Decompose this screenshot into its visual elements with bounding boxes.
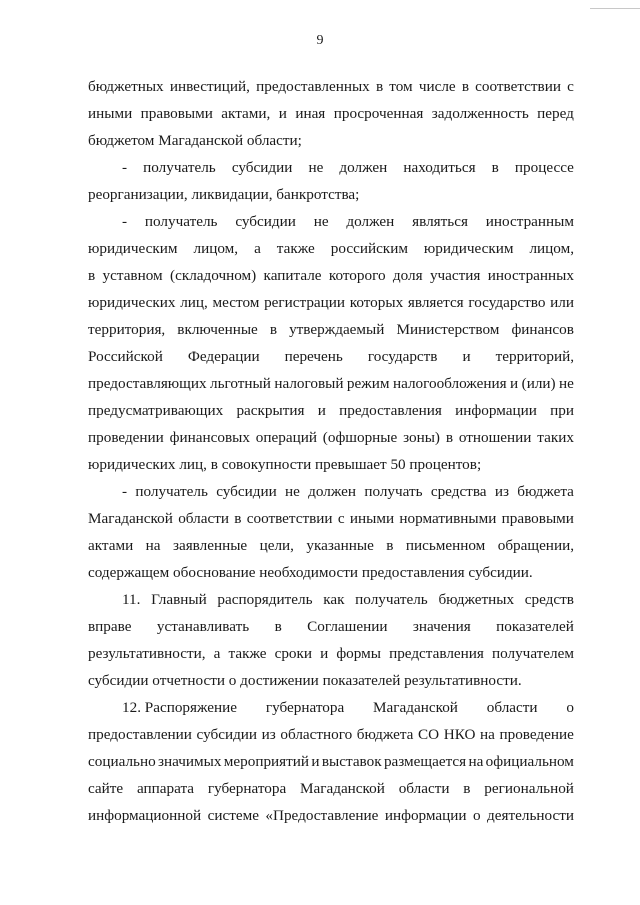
text-line	[88, 586, 574, 613]
word: официальном	[485, 753, 574, 770]
word: размещается	[383, 753, 467, 770]
word: результативности,	[88, 645, 206, 662]
word: также	[228, 645, 267, 662]
word: и	[510, 375, 519, 392]
word: в	[234, 510, 242, 527]
text-line: реорганизации, ликвидации, банкротства;	[88, 186, 360, 203]
word: а	[213, 645, 221, 662]
text-line	[88, 208, 574, 235]
word: соответствии	[475, 78, 561, 95]
word: в	[269, 321, 278, 338]
text-line	[88, 397, 574, 424]
text-line: содержащем обоснование необходимости предоставления субсидии.	[88, 564, 533, 581]
top-edge-rule	[590, 8, 640, 9]
word: письменном	[405, 537, 486, 554]
word: территория,	[88, 321, 166, 338]
word: утверждаемый	[289, 321, 385, 338]
word: получателем	[491, 645, 574, 662]
word: инвестиций,	[169, 78, 250, 95]
text-line	[88, 154, 574, 181]
word: Магаданской	[300, 780, 385, 797]
word: лицом,	[529, 240, 574, 257]
word: актами	[88, 537, 134, 554]
word: информационной	[88, 807, 202, 824]
word: Федерации	[187, 348, 260, 365]
text-line	[88, 235, 574, 262]
word: мероприятий	[223, 753, 310, 770]
word: и	[320, 645, 329, 662]
text-line: субсидии отчетности о достижении показателей результативности.	[88, 672, 522, 689]
word: с	[337, 510, 345, 527]
word: о	[566, 699, 574, 716]
word: доля	[392, 267, 423, 284]
word: получатель	[135, 483, 208, 500]
word: на	[145, 537, 161, 554]
word: перед	[537, 105, 574, 122]
word: в	[274, 618, 282, 635]
word: значения	[412, 618, 471, 635]
word: которого	[328, 267, 386, 284]
word: средства	[430, 483, 487, 500]
word: показателей	[496, 618, 574, 635]
word: иными	[349, 510, 395, 527]
document-body	[88, 73, 574, 829]
word: -	[122, 213, 128, 230]
word: или	[550, 294, 574, 311]
word: бюджета	[356, 726, 414, 743]
word: не	[285, 483, 300, 500]
word: а	[254, 240, 261, 257]
word: представления	[389, 645, 484, 662]
word: региональной	[484, 780, 574, 797]
word: и	[278, 105, 287, 122]
word: субсидии	[235, 213, 296, 230]
word: капитале	[263, 267, 322, 284]
word: иными	[88, 105, 133, 122]
text-line	[88, 316, 574, 343]
word: при	[550, 402, 574, 419]
word: указанные	[306, 537, 374, 554]
word: зоны)	[403, 429, 440, 446]
word: предоставленных	[256, 78, 370, 95]
text-line	[88, 370, 574, 397]
text-line	[88, 100, 574, 127]
text-line: юридических лиц, в совокупности превышает 50 процентов;	[88, 456, 482, 473]
word: должен	[308, 483, 357, 500]
word: субсидии	[196, 726, 258, 743]
word: и	[311, 753, 320, 770]
word: актами,	[221, 105, 271, 122]
word: Российской	[88, 348, 163, 365]
word: в	[375, 78, 384, 95]
word: (офшорные	[322, 429, 398, 446]
text-line	[88, 613, 574, 640]
text-line	[88, 694, 574, 721]
word: уставном	[102, 267, 163, 284]
word: деятельности	[487, 807, 574, 824]
text-line	[88, 343, 574, 370]
word: являться	[412, 213, 468, 230]
word: правовыми	[501, 510, 574, 527]
word: нормативными	[399, 510, 497, 527]
word: области	[486, 699, 538, 716]
word: участия	[429, 267, 481, 284]
word: в	[445, 429, 454, 446]
word: не	[559, 375, 574, 392]
word: должен	[339, 159, 388, 176]
word: является	[407, 294, 464, 311]
text-line	[88, 73, 574, 100]
word: которых	[349, 294, 404, 311]
text-line	[88, 775, 574, 802]
word: получать	[364, 483, 423, 500]
word: отношении	[458, 429, 532, 446]
word: из	[261, 726, 276, 743]
word: областного	[280, 726, 353, 743]
word: иностранным	[485, 213, 574, 230]
word: с	[567, 78, 574, 95]
text-line	[88, 748, 574, 775]
word: том	[389, 78, 413, 95]
word: сроки	[274, 645, 313, 662]
word: информации	[455, 402, 537, 419]
word: не	[313, 213, 329, 230]
word: распорядитель	[217, 591, 313, 608]
word: не	[308, 159, 324, 176]
word: задолженность	[431, 105, 529, 122]
word: области	[178, 510, 229, 527]
word: области	[398, 780, 450, 797]
word: НКО	[443, 726, 476, 743]
word: в	[461, 78, 469, 95]
word: из	[494, 483, 509, 500]
text-line	[88, 640, 574, 667]
text-line	[88, 478, 574, 505]
word: таких	[537, 429, 574, 446]
word: Магаданской	[373, 699, 458, 716]
word: СО	[418, 726, 440, 743]
word: устанавливать	[156, 618, 250, 635]
word: «Предоставление	[265, 807, 379, 824]
word: бюджетных	[438, 591, 515, 608]
word: -	[122, 483, 128, 500]
word: вправе	[88, 618, 132, 635]
word: числе	[418, 78, 456, 95]
word: перечень	[284, 348, 343, 365]
word: местом	[212, 294, 260, 311]
word: 11.	[122, 591, 141, 608]
word: заявленные	[172, 537, 248, 554]
text-line	[88, 424, 574, 451]
word: регистрации	[264, 294, 346, 311]
word: налогообложения	[392, 375, 507, 392]
word: соответствии	[246, 510, 333, 527]
text-line	[88, 532, 574, 559]
word: раскрытия	[236, 402, 305, 419]
word: как	[323, 591, 345, 608]
word: правовыми	[140, 105, 213, 122]
text-line	[88, 289, 574, 316]
word: аппарата	[137, 780, 195, 797]
word: государство	[468, 294, 546, 311]
word: юридических	[88, 294, 176, 311]
word: бюджета	[517, 483, 574, 500]
word: системе	[207, 807, 259, 824]
word: в	[386, 537, 394, 554]
text-line: бюджетом Магаданской области;	[88, 132, 302, 149]
word: (или)	[521, 375, 556, 392]
word: юридическим	[423, 240, 514, 257]
word: финансов	[511, 321, 574, 338]
word: Магаданской	[88, 510, 173, 527]
word: должен	[346, 213, 395, 230]
text-line	[88, 802, 574, 829]
word: налоговый	[274, 375, 344, 392]
word: выставок	[321, 753, 382, 770]
word: российским	[330, 240, 408, 257]
word: губернатора	[207, 780, 287, 797]
word: предусматривающих	[88, 402, 224, 419]
word: проведение	[499, 726, 574, 743]
word: на	[480, 726, 495, 743]
word: операций	[255, 429, 317, 446]
word: предоставления	[339, 402, 442, 419]
word: и	[317, 402, 326, 419]
word: включенные	[177, 321, 258, 338]
word: Министерством	[396, 321, 500, 338]
word: лиц,	[180, 294, 208, 311]
word: средств	[524, 591, 574, 608]
word: просроченная	[333, 105, 424, 122]
word: Соглашении	[307, 618, 388, 635]
word: в	[88, 267, 96, 284]
word: субсидии	[231, 159, 293, 176]
word: о	[472, 807, 481, 824]
word: и	[462, 348, 471, 365]
word: также	[276, 240, 315, 257]
word: 12. Распоряжение	[122, 699, 238, 716]
word: лицом,	[193, 240, 239, 257]
word: формы	[336, 645, 381, 662]
word: получатель	[143, 159, 216, 176]
word: находиться	[403, 159, 476, 176]
word: информации	[384, 807, 467, 824]
word: иная	[295, 105, 326, 122]
word: на	[468, 753, 484, 770]
word: губернатора	[265, 699, 345, 716]
word: предоставляющих	[88, 375, 207, 392]
text-line	[88, 505, 574, 532]
word: получатель	[144, 213, 218, 230]
word: субсидии	[216, 483, 277, 500]
word: льготный	[210, 375, 271, 392]
word: сайте	[88, 780, 124, 797]
text-line	[88, 721, 574, 748]
word: обращении,	[497, 537, 574, 554]
word: социально	[88, 753, 156, 770]
text-line	[88, 262, 574, 289]
word: в	[491, 159, 499, 176]
word: проведении	[88, 429, 164, 446]
word: территорий,	[495, 348, 574, 365]
word: юридическим	[88, 240, 178, 257]
word: государств	[367, 348, 438, 365]
word: финансовых	[169, 429, 250, 446]
word: в	[463, 780, 471, 797]
word: -	[122, 159, 128, 176]
word: бюджетных	[88, 78, 164, 95]
page-number: 9	[316, 33, 324, 48]
word: значимых	[158, 753, 222, 770]
word: предоставлении	[88, 726, 192, 743]
word: режим	[346, 375, 390, 392]
word: (складочном)	[170, 267, 257, 284]
word: Главный	[151, 591, 207, 608]
word: получатель	[355, 591, 428, 608]
word: иностранных	[487, 267, 574, 284]
word: цели,	[259, 537, 294, 554]
word: процессе	[514, 159, 574, 176]
